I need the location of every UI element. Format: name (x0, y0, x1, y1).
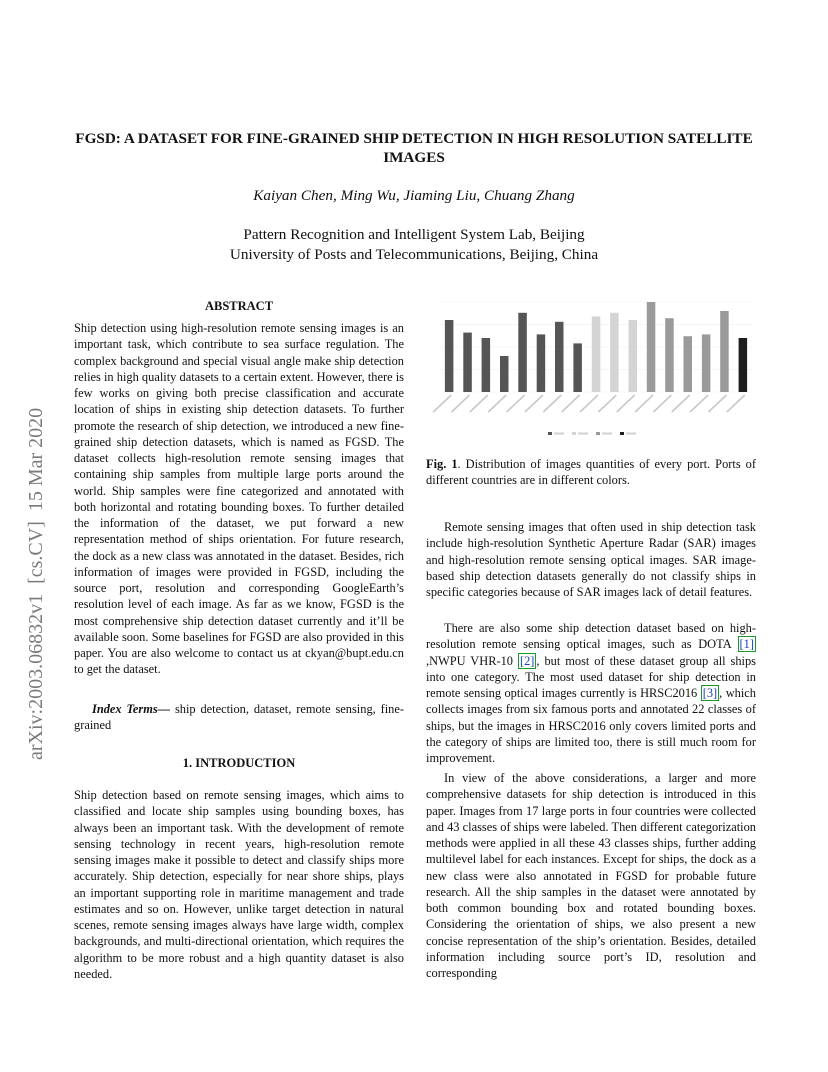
citation-1-link[interactable]: [1] (739, 637, 754, 652)
legend-label (554, 433, 564, 435)
right-paragraph-2 (426, 620, 756, 766)
tick-label (562, 395, 580, 412)
legend-label (578, 433, 588, 435)
arxiv-identifier: arXiv:2003.06832v1 [cs.CV] 15 Mar 2020 (25, 407, 47, 760)
p2-text-c: , but most of these dataset group all ships into one category. The most used dataset for ship detection in remote sensing optical images currently is HRSC2016 (426, 653, 757, 700)
figure-caption (426, 456, 756, 489)
tick-label (708, 395, 726, 412)
bar (445, 320, 454, 392)
port-distribution-chart (426, 294, 756, 442)
bar (610, 313, 619, 392)
bar (739, 338, 748, 392)
arxiv-sidebar (20, 282, 50, 762)
bar (647, 302, 656, 392)
tick-label (580, 395, 598, 412)
bar (463, 333, 472, 392)
index-terms (74, 701, 404, 734)
tick-label (635, 395, 653, 412)
bar (518, 313, 527, 392)
affiliation (60, 225, 768, 264)
affiliation-line-1: Pattern Recognition and Intelligent System Lab, Beijing (243, 226, 585, 243)
tick-label (470, 395, 488, 412)
tick-label (727, 395, 745, 412)
bar (592, 316, 601, 392)
bar (629, 320, 638, 392)
tick-label (617, 395, 635, 412)
tick-label (598, 395, 616, 412)
abstract-heading: ABSTRACT (204, 299, 274, 313)
right-paragraph-1: Remote sensing images that often used in ship detection task include high-resolution Synthetic Aperture Radar (SAR) images and high-resolution remote sensing optical images. SAR image-based ship detection datasets generally do not classify ships in specific categories because of SAR images lack of detail features. (426, 520, 756, 599)
index-terms-label: Index Terms— (92, 702, 171, 716)
abstract-text: Ship detection using high-resolution remote sensing images is an important task, which contribute to sea surface regulation. The complex background and special visual angle make ship detection relies in high quality datasets to a certain extent. However, there is few works on giving both precise classification and accurate location of ships in existing ship detection datasets. To further promote the research of ship detection, we introduced a new fine-grained ship detection datasets, which is named as FGSD. The dataset collects high-resolution remote sensing images that containing ship samples from multiple large ports around the world. Ship samples were fine categorized and annotated with both horizontal and rotating bounding boxes. To further detailed the information of the dataset, we put forward a new representation method of ships orientation. For future research, the dock as a new class was annotated in the dataset. Besides, rich information of images were provided in FGSD, including the source port, resolution and corresponding GoogleEarth’s resolution level of each image. As far as we know, FGSD is the most comprehensive ship detection dataset currently and it’ll be available soon. Some baselines for FGSD are also provided in this paper. You are also welcome to contact us at ckyan@bupt.edu.cn to get the dataset. (74, 321, 404, 677)
authors: Kaiyan Chen, Ming Wu, Jiaming Liu, Chuang Zhang (253, 187, 575, 204)
tick-label (672, 395, 690, 412)
bar (555, 322, 564, 392)
tick-label (433, 395, 451, 412)
bar (684, 336, 693, 392)
tick-label (525, 395, 543, 412)
tick-label (653, 395, 671, 412)
intro-paragraph-1: Ship detection based on remote sensing images, which aims to classified and locate ship samples using bounding boxes, has always been an important task. With the development of remote sensing technology in recent years, high-resolution remote sensing images make it possible to detect and classify ships more accurately. Ship detection, especially for near shore ships, plays an important supporting role in maritime management and trade estimates and so on. However, unlike target detection in natural scenes, remote sensing images always have large width, complex backgrounds, and multi-directional orientation, which requires the algorithm to be more robust and a high quantity dataset is also needed. (74, 788, 404, 981)
tick-label (488, 395, 506, 412)
tick-label (543, 395, 561, 412)
legend-swatch (572, 432, 576, 435)
figure-caption-text: . Distribution of images quantities of every port. Ports of different countries are in different colors. (426, 457, 756, 488)
p2-text-a: There are also some ship detection dataset based on high-resolution remote sensing optical images, such as DOTA (426, 621, 756, 652)
introduction-heading: 1. INTRODUCTION (182, 756, 296, 770)
bar (665, 318, 674, 392)
legend-label (626, 433, 636, 435)
p2-text-d: , which collects images from six famous ports and annotated 22 classes of ships, but the images in HRSC2016 only covers limited ports and the category of ships are limited too, there is still much room for improvement. (426, 686, 756, 765)
right-paragraph-3: In view of the above considerations, a larger and more comprehensive datasets for ship detection is introduced in this paper. Images from 17 large ports in four countries were collected and 43 classes of ships were labeled. Then different categorization methods were applied in all these 43 classes ships, further adding multilevel label for each instances. Except for ships, the dock as a new class were also annotated in FGSD for probable future research. All the ship samples in the dataset were annotated by both common bounding box and rotated bounding boxes. Considering the orientation of ships, we also present a new concise representation of the ship’s orientation. Besides, detailed information including source port’s ID, resolution and corresponding (426, 771, 756, 980)
citation-3-link[interactable]: [3] (702, 686, 718, 700)
legend-swatch (620, 432, 624, 435)
tick-label (690, 395, 708, 412)
affiliation-line-2: University of Posts and Telecommunications, Beijing, China (229, 245, 599, 263)
p2-text-b: ,NWPU VHR-10 (426, 653, 518, 668)
tick-label (452, 395, 470, 412)
index-terms-text: ship detection, dataset, remote sensing, fine-grained (74, 702, 404, 733)
bar (537, 334, 546, 392)
bar (500, 356, 509, 392)
legend-label (602, 433, 612, 435)
legend-swatch (596, 432, 600, 435)
bar (482, 338, 491, 392)
legend-swatch (548, 432, 552, 435)
bar (702, 334, 711, 392)
tick-label (507, 395, 525, 412)
figure-label: Fig. 1 (426, 457, 458, 471)
bar (720, 311, 729, 392)
bar (573, 343, 582, 392)
citation-2-link[interactable]: [2] (519, 653, 535, 668)
paper-title: FGSD: A DATASET FOR FINE-GRAINED SHIP DETECTION IN HIGH RESOLUTION SATELLITE IMAGES (75, 130, 753, 166)
